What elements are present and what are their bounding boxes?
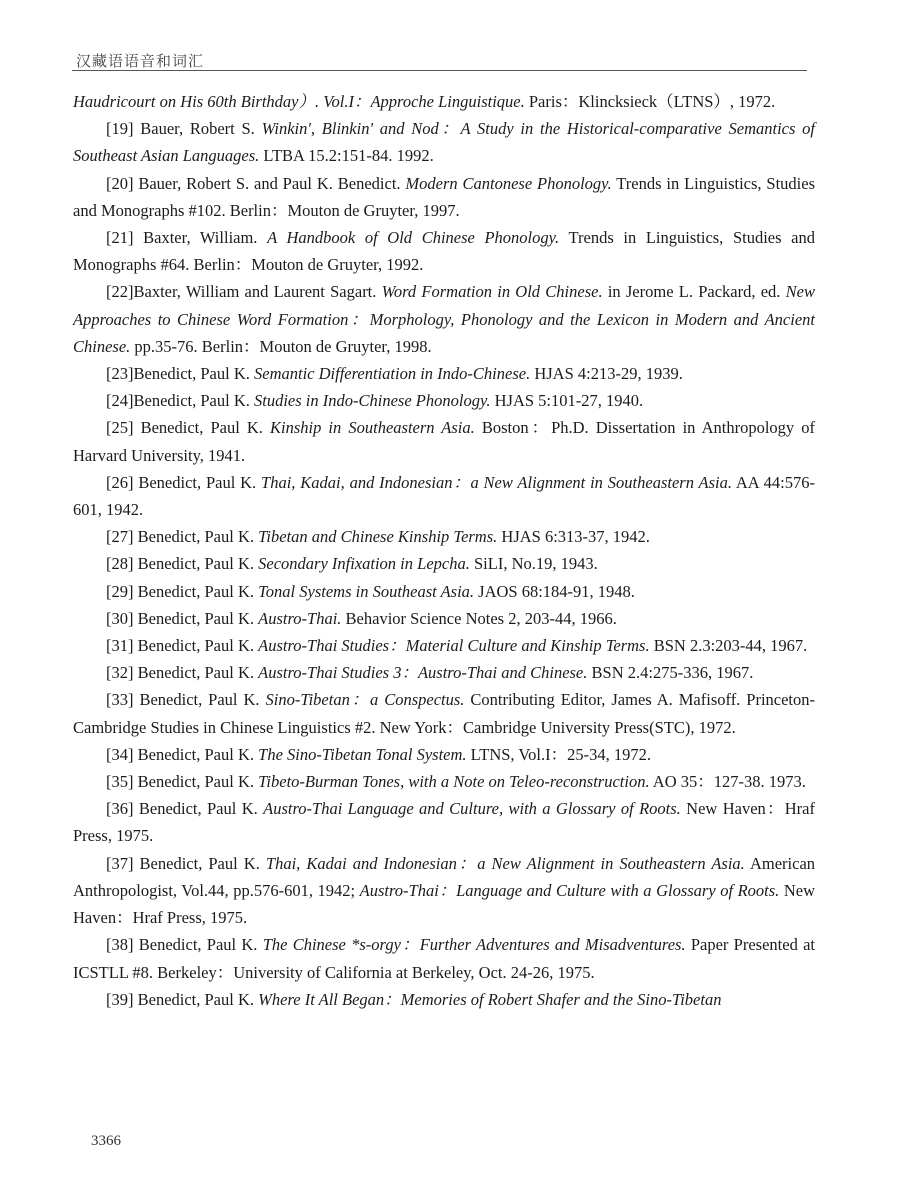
reference-title: Tibeto-Burman Tones, with a Note on Teleo-reconstruction. [258, 772, 650, 792]
reference-text: [21] Baxter, William. [106, 228, 268, 248]
reference-entry [73, 360, 815, 387]
running-head: 汉藏语语音和词汇 [76, 52, 205, 70]
reference-title: Thai, Kadai, and Indonesian：a New Alignment in Southeastern Asia. [261, 472, 732, 492]
reference-text: [27] Benedict, Paul K. [106, 527, 259, 547]
reference-text: [20] Bauer, Robert S. and Paul K. Benedict. [106, 173, 406, 193]
reference-text: SiLI, No.19, 1943. [469, 554, 598, 574]
reference-title: Where It All Began：Memories of Robert Shafer and the Sino-Tibetan [258, 989, 722, 1009]
header-rule [72, 70, 807, 71]
reference-text: [39] Benedict, Paul K. [106, 989, 259, 1009]
reference-title: Word Formation in Old Chinese. [381, 282, 603, 302]
reference-text: BSN 2.3:203-44, 1967. [649, 636, 808, 656]
reference-entry [73, 741, 815, 768]
reference-text: [24]Benedict, Paul K. [106, 391, 255, 411]
reference-text: [28] Benedict, Paul K. [106, 554, 259, 574]
reference-title: Haudricourt on His 60th Birthday）. Vol.I：Approche Linguistique. [73, 92, 525, 111]
reference-text: New Haven：Hraf Press, 1975. [73, 799, 815, 846]
reference-entry [73, 795, 815, 849]
reference-entry [73, 850, 815, 932]
reference-text: [30] Benedict, Paul K. [106, 608, 259, 628]
reference-text: AO 35：127-38. 1973. [649, 772, 806, 792]
reference-text: in Jerome L. Packard, ed. [602, 282, 786, 302]
reference-entry [73, 414, 815, 468]
reference-entry [73, 578, 815, 605]
reference-text: [31] Benedict, Paul K. [106, 636, 259, 656]
reference-title: Austro-Thai. [258, 608, 342, 628]
reference-entry [73, 986, 815, 1013]
reference-text: JAOS 68:184-91, 1948. [474, 581, 635, 601]
reference-title: Tonal Systems in Southeast Asia. [258, 581, 475, 601]
reference-title: New Approaches to Chinese Word Formation：Morphology, Phonology and the Lexicon in Modern and Ancient Chinese. [73, 282, 815, 356]
reference-text: HJAS 6:313-37, 1942. [497, 527, 650, 547]
reference-title: Semantic Differentiation in Indo-Chinese. [254, 364, 531, 384]
reference-title: The Chinese *s-orgy：Further Adventures and Misadventures. [262, 935, 686, 955]
reference-entry [73, 550, 815, 577]
reference-text: [38] Benedict, Paul K. [106, 935, 263, 955]
reference-title: Winkin', Blinkin' and Nod：A Study in the Historical-comparative Semantics of Southeast Asian Languages. [73, 119, 816, 166]
reference-title: Austro-Thai Language and Culture, with a Glossary of Roots. [263, 799, 681, 819]
reference-text: Paper Presented at ICSTLL #8. Berkeley：University of California at Berkeley, Oct. 24-26, 1975. [73, 935, 815, 982]
reference-text: Behavior Science Notes 2, 203-44, 1966. [341, 608, 617, 628]
reference-entry [73, 931, 815, 985]
reference-entry [73, 469, 815, 523]
reference-title: The Sino-Tibetan Tonal System. [258, 744, 467, 764]
reference-entry [73, 686, 815, 740]
reference-text: LTBA 15.2:151-84. 1992. [259, 146, 434, 166]
reference-text: [33] Benedict, Paul K. [106, 690, 266, 710]
reference-text: BSN 2.4:275-336, 1967. [587, 663, 754, 683]
reference-text: [32] Benedict, Paul K. [106, 663, 259, 683]
reference-entry [73, 632, 815, 659]
reference-text: HJAS 5:101-27, 1940. [490, 391, 644, 411]
reference-text: [19] Bauer, Robert S. [106, 119, 262, 139]
reference-entry [73, 659, 815, 686]
reference-title: Austro-Thai Studies 3：Austro-Thai and Chinese. [258, 663, 588, 683]
reference-text: [23]Benedict, Paul K. [106, 364, 255, 384]
reference-title: Sino-Tibetan：a Conspectus. [265, 690, 465, 710]
reference-entry [73, 387, 815, 414]
reference-text: [35] Benedict, Paul K. [106, 772, 259, 792]
reference-text: [26] Benedict, Paul K. [106, 472, 262, 492]
reference-entry [73, 88, 815, 115]
reference-title: Studies in Indo-Chinese Phonology. [254, 391, 491, 411]
reference-text: Trends in Linguistics, Studies and Monographs #102. Berlin：Mouton de Gruyter, 1997. [73, 173, 815, 220]
reference-entry [73, 170, 815, 224]
reference-text: [25] Benedict, Paul K. [106, 418, 270, 438]
reference-entry [73, 278, 815, 360]
reference-text: [22]Baxter, William and Laurent Sagart. [106, 282, 382, 302]
reference-text: Trends in Linguistics, Studies and Monographs #64. Berlin：Mouton de Gruyter, 1992. [73, 228, 815, 275]
reference-title: Thai, Kadai and Indonesian：a New Alignment in Southeastern Asia. [265, 853, 745, 873]
reference-text: Paris：Klincksieck（LTNS）, 1972. [524, 92, 776, 111]
reference-text: HJAS 4:213-29, 1939. [530, 364, 683, 384]
page-number: 3366 [91, 1133, 121, 1149]
reference-title: A Handbook of Old Chinese Phonology. [267, 228, 560, 248]
reference-entry [73, 605, 815, 632]
reference-title: Kinship in Southeastern Asia. [270, 418, 475, 438]
reference-text: pp.35-76. Berlin：Mouton de Gruyter, 1998. [130, 336, 432, 356]
reference-entry [73, 523, 815, 550]
reference-text: New Haven：Hraf Press, 1975. [73, 880, 816, 928]
reference-text: Boston：Ph.D. Dissertation in Anthropology of Harvard University, 1941. [73, 418, 816, 465]
reference-title: Austro-Thai：Language and Culture with a Glossary of Roots. [359, 880, 780, 900]
reference-text: [34] Benedict, Paul K. [106, 744, 259, 764]
reference-text: [29] Benedict, Paul K. [106, 581, 259, 601]
reference-title: Tibetan and Chinese Kinship Terms. [258, 527, 498, 547]
reference-list [73, 88, 815, 1013]
reference-title: Modern Cantonese Phonology. [405, 173, 612, 193]
reference-title: Austro-Thai Studies：Material Culture and Kinship Terms. [258, 636, 650, 656]
reference-text: [36] Benedict, Paul K. [106, 799, 264, 819]
reference-text: LTNS, Vol.I：25-34, 1972. [466, 744, 651, 764]
reference-text: AA 44:576-601, 1942. [73, 472, 815, 520]
reference-text: Contributing Editor, James A. Mafisoff. Princeton-Cambridge Studies in Chinese Linguistics #2. New York：Cambridge University Press(STC), 1972. [73, 690, 816, 737]
reference-title: Secondary Infixation in Lepcha. [258, 554, 470, 574]
reference-entry [73, 224, 815, 278]
reference-text: American Anthropologist, Vol.44, pp.576-601, 1942; [73, 853, 816, 900]
reference-entry [73, 768, 815, 795]
reference-entry [73, 115, 815, 169]
reference-text: [37] Benedict, Paul K. [106, 853, 266, 873]
